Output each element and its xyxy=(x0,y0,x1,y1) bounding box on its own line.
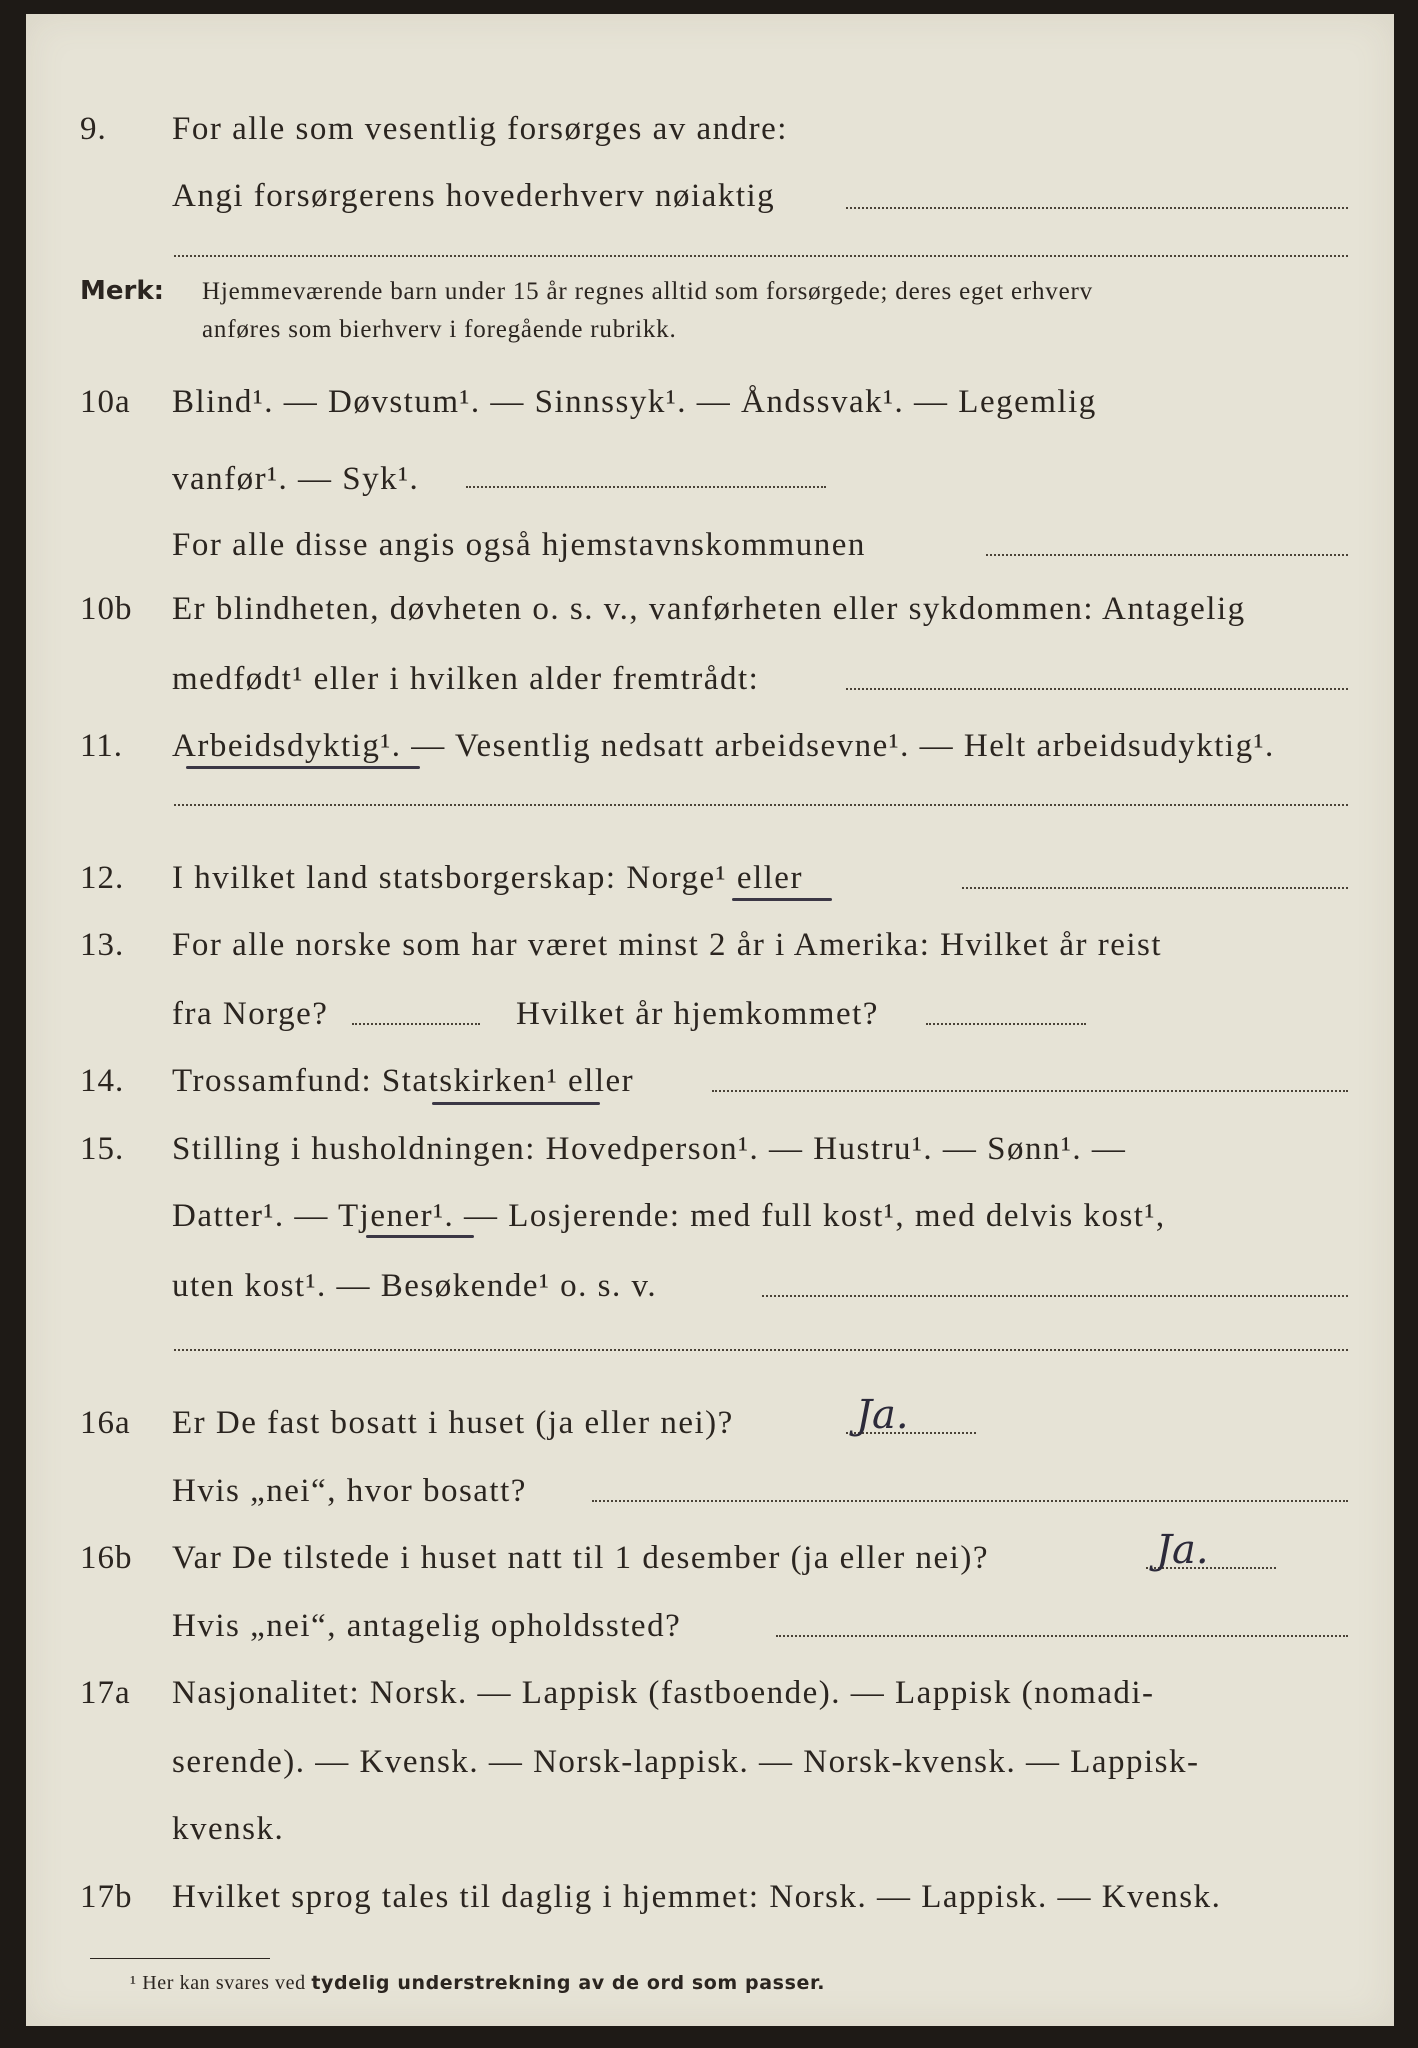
q10b-answer-blank[interactable] xyxy=(846,688,1348,690)
q17a-text-3: kvensk. xyxy=(172,1811,285,1847)
q12-line1 xyxy=(26,853,1394,903)
q15-line3 xyxy=(26,1261,1394,1311)
q11-line1 xyxy=(26,721,1394,771)
q10a-text: Blind¹. — Døvstum¹. — Sinnssyk¹. — Åndssvak¹. — Legemlig xyxy=(172,384,1097,420)
q13-number: 13. xyxy=(80,927,125,963)
q17b-line1 xyxy=(26,1872,1394,1922)
q13-line2 xyxy=(26,989,1394,1039)
q16b-whereabouts-blank[interactable] xyxy=(776,1635,1348,1637)
q15-text: Stilling i husholdningen: Hovedperson¹. — Hustru¹. — Sønn¹. — xyxy=(172,1131,1127,1167)
merk-text-1: Hjemmeværende barn under 15 år regnes alltid som forsørgede; deres eget erhverv xyxy=(202,278,1093,305)
q14-answer-blank[interactable] xyxy=(712,1090,1348,1092)
q12-text: I hvilket land statsborgerskap: Norge¹ eller xyxy=(172,860,803,896)
q15-answer-blank[interactable] xyxy=(762,1295,1348,1297)
q9-text: For alle som vesentlig forsørges av andre: xyxy=(172,111,788,147)
census-form-page xyxy=(26,14,1394,2026)
q15-extra-blank[interactable] xyxy=(174,1349,1348,1351)
footnote xyxy=(130,1972,825,1995)
q14-pen-underline xyxy=(432,1102,600,1105)
q16b-text: Var De tilstede i huset natt til 1 desember (ja eller nei)? xyxy=(172,1540,989,1576)
q11-number: 11. xyxy=(80,728,124,764)
q13-year-left-blank[interactable] xyxy=(352,1023,480,1025)
q17b-text: Hvilket sprog tales til daglig i hjemmet: Norsk. — Lappisk. — Kvensk. xyxy=(172,1879,1222,1915)
q17a-number: 17a xyxy=(80,1675,131,1711)
q16a-text-2: Hvis „nei“, hvor bosatt? xyxy=(172,1473,527,1509)
q12-pen-underline xyxy=(732,898,832,901)
q14-number: 14. xyxy=(80,1063,125,1099)
q10b-line2 xyxy=(26,654,1394,704)
q16a-number: 16a xyxy=(80,1405,131,1441)
q9-answer-blank[interactable] xyxy=(846,207,1348,209)
q9-extra-blank[interactable] xyxy=(174,255,1348,257)
merk-text-2: anføres som bierhverv i foregående rubrikk. xyxy=(202,316,677,343)
q15-text-3: uten kost¹. — Besøkende¹ o. s. v. xyxy=(172,1268,658,1304)
q10b-text-2: medfødt¹ eller i hvilken alder fremtrådt: xyxy=(172,661,760,697)
q10a-answer-blank[interactable] xyxy=(466,486,826,488)
footnote-rule xyxy=(90,1958,270,1959)
q10a-number: 10a xyxy=(80,384,131,420)
q15-text-2: Datter¹. — Tjener¹. — Losjerende: med full kost¹, med delvis kost¹, xyxy=(172,1198,1166,1234)
q16b-line1 xyxy=(26,1527,1394,1583)
q16a-residence-blank[interactable] xyxy=(592,1500,1348,1502)
q15-number: 15. xyxy=(80,1131,125,1167)
q9-line1 xyxy=(26,104,1394,154)
merk-label: Merk: xyxy=(80,276,165,306)
q17a-line2 xyxy=(26,1737,1394,1787)
q10a-line2 xyxy=(26,454,1394,504)
q15-line1 xyxy=(26,1124,1394,1174)
q15-line2 xyxy=(26,1191,1394,1241)
footnote-text: Her kan svares ved xyxy=(142,1972,306,1994)
q17a-line3 xyxy=(26,1804,1394,1854)
q12-answer-blank[interactable] xyxy=(962,887,1348,889)
q17b-number: 17b xyxy=(80,1879,133,1915)
q11-text: Arbeidsdyktig¹. — Vesentlig nedsatt arbeidsevne¹. — Helt arbeidsudyktig¹. xyxy=(172,728,1275,764)
q9-line2 xyxy=(26,171,1394,221)
q16b-line2 xyxy=(26,1601,1394,1651)
q16a-text: Er De fast bosatt i huset (ja eller nei)? xyxy=(172,1405,734,1441)
q13-line1 xyxy=(26,920,1394,970)
q16a-line2 xyxy=(26,1466,1394,1516)
q16a-handwritten-answer: Ja. xyxy=(856,1392,909,1438)
q10a-line3 xyxy=(26,520,1394,570)
q10b-text: Er blindheten, døvheten o. s. v., vanførheten eller sykdommen: Antagelig xyxy=(172,591,1246,627)
q10b-line1 xyxy=(26,584,1394,634)
q10b-number: 10b xyxy=(80,591,133,627)
q11-extra-blank[interactable] xyxy=(174,804,1348,806)
q17a-line1 xyxy=(26,1668,1394,1718)
q9-number: 9. xyxy=(80,111,107,147)
q10a-text-2: vanfør¹. — Syk¹. xyxy=(172,461,420,497)
q17a-text-2: serende). — Kvensk. — Norsk-lappisk. — Norsk-kvensk. — Lappisk- xyxy=(172,1744,1200,1780)
q13-text-2b: Hvilket år hjemkommet? xyxy=(516,996,879,1032)
q14-line1 xyxy=(26,1056,1394,1106)
q11-pen-underline xyxy=(186,766,420,769)
footnote-marker: ¹ xyxy=(130,1972,137,1994)
q16a-line1 xyxy=(26,1392,1394,1448)
q9-text-2: Angi forsørgerens hovederhverv nøiaktig xyxy=(172,178,776,214)
q12-number: 12. xyxy=(80,860,125,896)
q13-year-returned-blank[interactable] xyxy=(926,1023,1086,1025)
q16b-handwritten-answer: Ja. xyxy=(1156,1527,1209,1573)
q13-text-2a: fra Norge? xyxy=(172,996,329,1032)
q14-text: Trossamfund: Statskirken¹ eller xyxy=(172,1063,635,1099)
q15-pen-underline xyxy=(366,1235,474,1238)
q16b-number: 16b xyxy=(80,1540,133,1576)
q10a-line1 xyxy=(26,377,1394,427)
q10a-home-municipality-blank[interactable] xyxy=(986,554,1348,556)
footnote-bold-text: tydelig understrekning av de ord som passer. xyxy=(311,1972,826,1994)
q16b-text-2: Hvis „nei“, antagelig opholdssted? xyxy=(172,1608,682,1644)
q13-text: For alle norske som har været minst 2 år i Amerika: Hvilket år reist xyxy=(172,927,1163,963)
q17a-text: Nasjonalitet: Norsk. — Lappisk (fastboende). — Lappisk (nomadi- xyxy=(172,1675,1155,1711)
q10a-text-3: For alle disse angis også hjemstavnskommunen xyxy=(172,527,866,563)
